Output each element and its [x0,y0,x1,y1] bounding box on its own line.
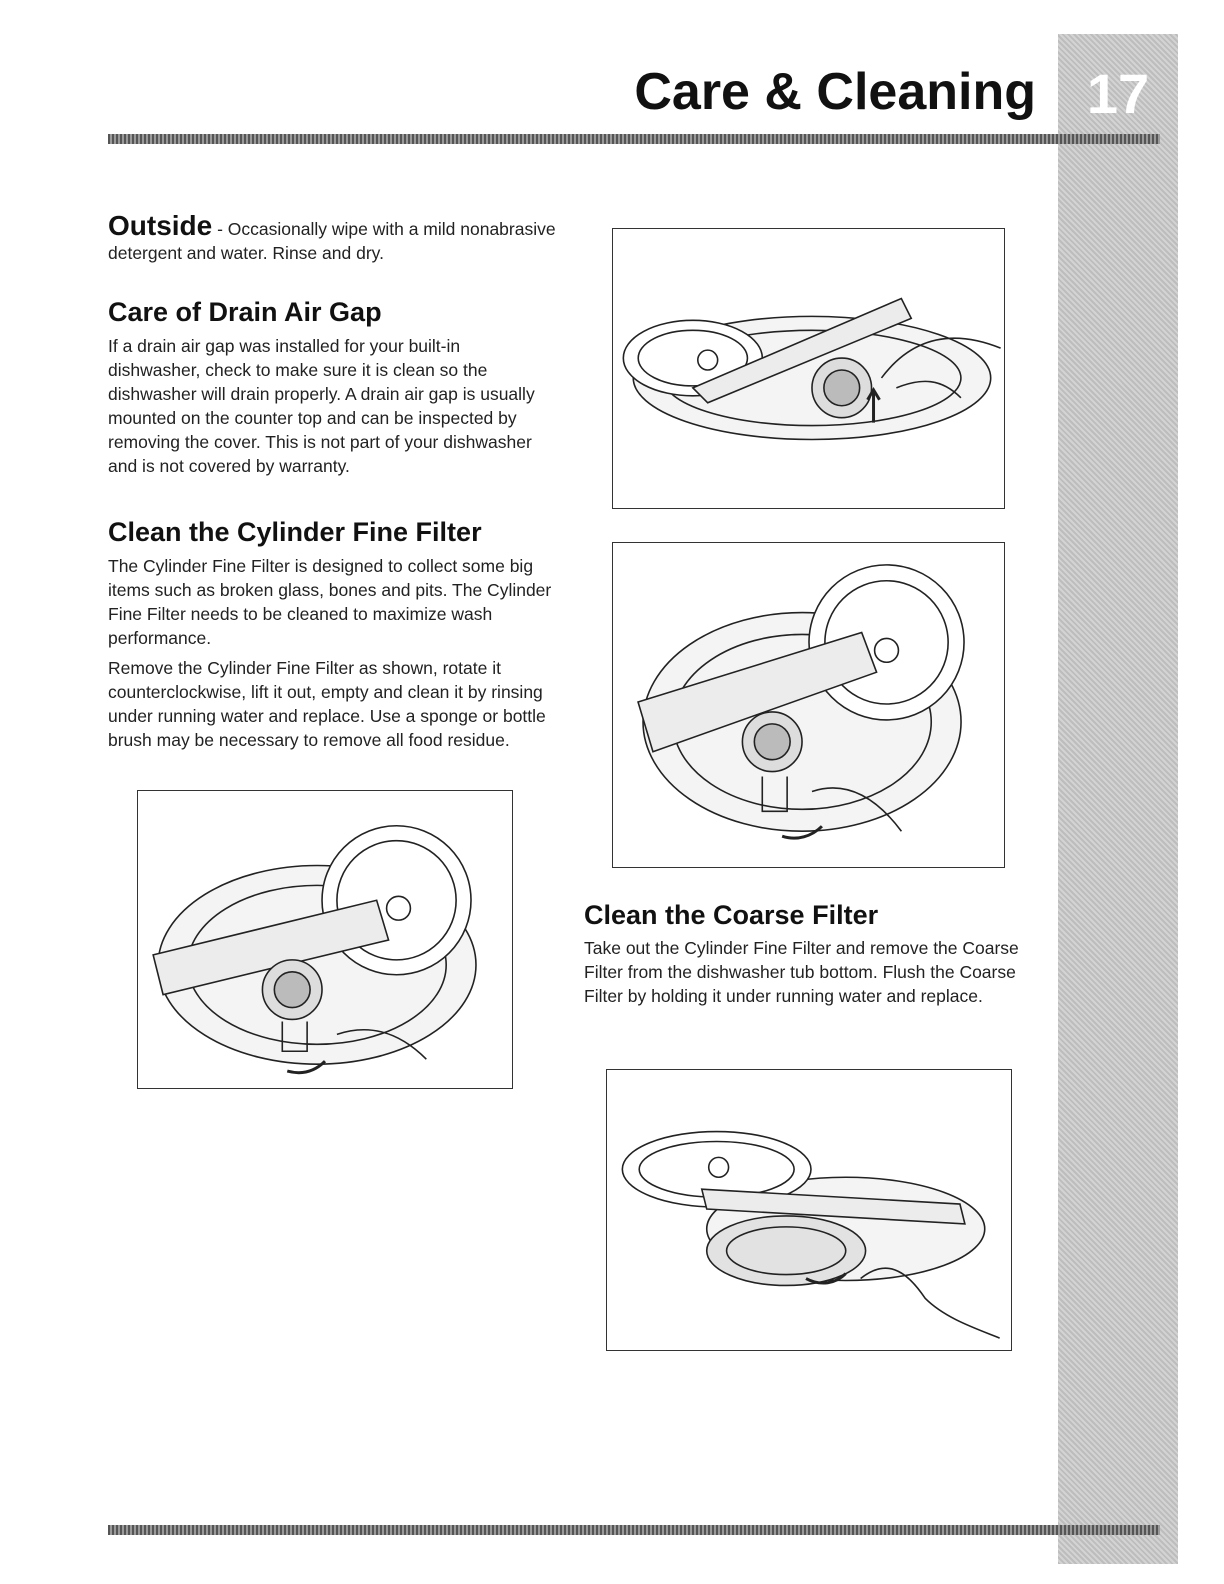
outside-separator: - [212,219,228,239]
outside-heading: Outside [108,210,213,241]
drain-air-gap-text: If a drain air gap was installed for your built-in dishwasher, check to make sure it is clean so the dishwasher will drain properly. A drain air gap is usually mounted on the counter top and can be inspected by removing the cover. This is not part of your dishwasher and is not covered by warranty. [108,336,535,476]
filter-rotate-illustration [613,543,1004,867]
bottom-rule [108,1525,1160,1535]
figure-remove-coarse-filter [606,1069,1012,1351]
page-title: Care & Cleaning [634,63,1036,121]
drain-air-gap-heading: Care of Drain Air Gap [108,297,382,327]
top-rule [108,134,1160,144]
figure-remove-spray-arm [612,228,1005,509]
cylinder-filter-text-1: The Cylinder Fine Filter is designed to collect some big items such as broken glass, bones and pits. The Cylinder Fine Filter needs to be cleaned to maximize wash performance. [108,556,552,648]
coarse-filter-heading: Clean the Coarse Filter [584,900,879,930]
figure-rotate-filter-right [612,542,1005,868]
outside-text: Occasionally wipe with a mild nonabrasive detergent and water. Rinse and dry. [108,219,556,263]
cylinder-filter-text-2: Remove the Cylinder Fine Filter as shown, rotate it counterclockwise, lift it out, empty and clean it by rinsing under running water and replace. Use a sponge or bottle brush may be necessary to remove all food residue. [108,658,546,750]
coarse-filter-illustration [607,1070,1011,1350]
filter-rotate-illustration-left [138,791,512,1088]
spray-arm-illustration [613,229,1004,508]
side-tab [1058,34,1178,1564]
cylinder-filter-heading: Clean the Cylinder Fine Filter [108,517,482,547]
outside-paragraph [108,210,568,265]
coarse-filter-text: Take out the Cylinder Fine Filter and remove the Coarse Filter from the dishwasher tub bottom. Flush the Coarse Filter by holding it under running water and replace. [584,938,1019,1006]
figure-rotate-filter-left [137,790,513,1089]
page-number: 17 [1086,62,1150,125]
